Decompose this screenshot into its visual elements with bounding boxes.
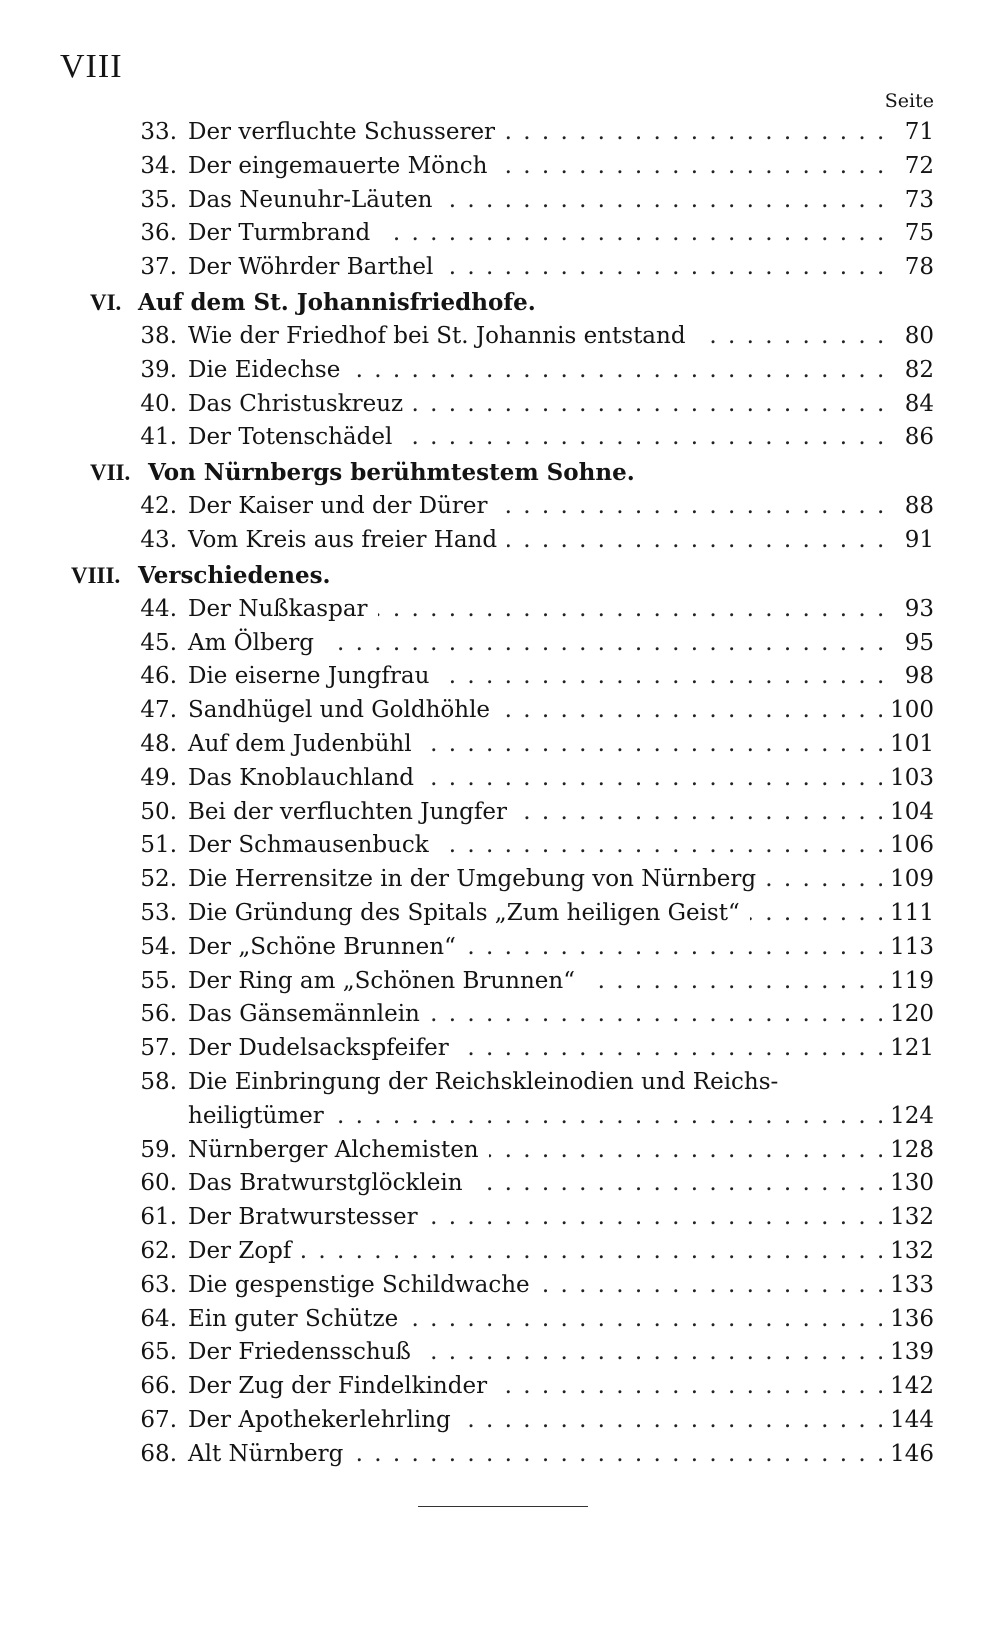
entry-title: Das Neunuhr-Läuten xyxy=(188,184,443,218)
entry-title: Ein guter Schütze xyxy=(188,1303,408,1337)
toc-entry xyxy=(0,388,1000,422)
entry-number: 62. xyxy=(140,1237,177,1264)
entry-page-number: 109 xyxy=(882,863,934,897)
section-title: Auf dem St. Johannisfriedhofe. xyxy=(138,288,536,316)
entry-title: Der Nußkaspar xyxy=(188,593,378,627)
entry-title: Vom Kreis aus freier Hand xyxy=(188,524,507,558)
toc-entry xyxy=(0,354,1000,388)
entry-number: 50. xyxy=(140,798,177,825)
entry-page-number: 119 xyxy=(882,965,934,999)
toc-entry xyxy=(0,1303,1000,1337)
entry-title: Der Dudelsackspfeifer xyxy=(188,1032,459,1066)
toc-entry xyxy=(0,251,1000,285)
entry-page-number: 139 xyxy=(882,1336,934,1370)
entry-number: 39. xyxy=(140,356,177,383)
entry-number: 38. xyxy=(140,322,177,349)
section-title: Von Nürnbergs berühmtestem Sohne. xyxy=(148,459,635,487)
toc-entry xyxy=(0,694,1000,728)
entry-page-number: 144 xyxy=(882,1404,934,1438)
entry-page-number: 72 xyxy=(897,150,934,184)
entry-number: 55. xyxy=(140,967,177,994)
toc-entry xyxy=(0,1269,1000,1303)
section-title: Verschiedenes. xyxy=(138,561,331,589)
toc-entry xyxy=(0,490,1000,524)
entry-title: Das Gänsemännlein xyxy=(188,998,430,1032)
entry-number: 58. xyxy=(140,1068,177,1095)
entry-page-number: 132 xyxy=(882,1235,934,1269)
entry-page-number: 91 xyxy=(897,524,934,558)
entry-title: Bei der verfluchten Jungfer xyxy=(188,796,517,830)
entry-page-number: 128 xyxy=(882,1134,934,1168)
entry-title: Am Ölberg xyxy=(188,627,324,661)
entry-title: Die Eidechse xyxy=(188,354,350,388)
entry-number: 63. xyxy=(140,1271,177,1298)
toc-entry xyxy=(0,217,1000,251)
toc-entry xyxy=(0,1438,1000,1472)
section-numeral: VII. xyxy=(90,460,131,486)
toc-entry xyxy=(0,931,1000,965)
entry-title: Der verfluchte Schusserer xyxy=(188,116,505,150)
entry-title: Sandhügel und Goldhöhle xyxy=(188,694,500,728)
page-column-header: Seite xyxy=(884,90,934,112)
entry-number: 52. xyxy=(140,866,177,893)
entry-number: 35. xyxy=(140,186,177,213)
section-numeral: VIII. xyxy=(71,562,121,588)
entry-page-number: 142 xyxy=(882,1370,934,1404)
entry-title: Die Herrensitze in der Umgebung von Nürnberg xyxy=(188,863,766,897)
entry-number: 34. xyxy=(140,152,177,179)
entry-page-number: 88 xyxy=(897,490,934,524)
entry-number: 68. xyxy=(140,1440,177,1467)
toc-entry xyxy=(0,796,1000,830)
entry-page-number: 111 xyxy=(882,897,934,931)
entry-page-number: 78 xyxy=(897,251,934,285)
entry-number: 60. xyxy=(140,1170,177,1197)
toc-entry xyxy=(0,1370,1000,1404)
entry-page-number: 98 xyxy=(897,660,934,694)
entry-page-number: 132 xyxy=(882,1201,934,1235)
entry-number: 56. xyxy=(140,1001,177,1028)
entry-number: 45. xyxy=(140,629,177,656)
table-of-contents xyxy=(0,116,1000,1471)
entry-number: 49. xyxy=(140,764,177,791)
entry-page-number: 95 xyxy=(897,627,934,661)
entry-title: Der Wöhrder Barthel xyxy=(188,251,443,285)
entry-page-number: 121 xyxy=(882,1032,934,1066)
entry-page-number: 84 xyxy=(897,388,934,422)
entry-title: Alt Nürnberg xyxy=(188,1438,353,1472)
entry-title: Das Bratwurstglöcklein xyxy=(188,1167,473,1201)
toc-entry xyxy=(0,829,1000,863)
entry-title: heiligtümer xyxy=(188,1100,334,1134)
entry-page-number: 100 xyxy=(882,694,934,728)
entry-number: 41. xyxy=(140,424,177,451)
entry-number: 57. xyxy=(140,1035,177,1062)
entry-title: Der eingemauerte Mönch xyxy=(188,150,497,184)
entry-number: 48. xyxy=(140,730,177,757)
entry-title: Der Totenschädel xyxy=(188,421,402,455)
toc-entry xyxy=(0,627,1000,661)
toc-entry xyxy=(0,524,1000,558)
entry-title: Das Knoblauchland xyxy=(188,762,424,796)
entry-number: 43. xyxy=(140,526,177,553)
entry-page-number: 120 xyxy=(882,998,934,1032)
entry-page-number: 80 xyxy=(897,320,934,354)
entry-title: Die eiserne Jungfrau xyxy=(188,660,439,694)
toc-entry xyxy=(0,897,1000,931)
entry-number: 54. xyxy=(140,933,177,960)
entry-number: 40. xyxy=(140,390,177,417)
section-heading xyxy=(0,285,1000,320)
entry-number: 37. xyxy=(140,254,177,281)
entry-title: Der Zug der Findelkinder xyxy=(188,1370,497,1404)
section-numeral: VI. xyxy=(90,289,122,315)
toc-entry xyxy=(0,863,1000,897)
entry-page-number: 103 xyxy=(882,762,934,796)
entry-title: Die Gründung des Spitals „Zum heiligen Geist“ xyxy=(188,897,750,931)
entry-number: 53. xyxy=(140,899,177,926)
end-rule-divider xyxy=(418,1506,588,1507)
entry-title: Der Schmausenbuck xyxy=(188,829,439,863)
toc-entry xyxy=(0,1167,1000,1201)
toc-entry xyxy=(0,998,1000,1032)
toc-entry xyxy=(0,660,1000,694)
entry-title: Das Christuskreuz xyxy=(188,388,413,422)
entry-number: 47. xyxy=(140,697,177,724)
toc-entry xyxy=(0,1134,1000,1168)
toc-entry xyxy=(0,116,1000,150)
entry-number: 36. xyxy=(140,220,177,247)
entry-number: 33. xyxy=(140,119,177,145)
entry-page-number: 136 xyxy=(882,1303,934,1337)
entry-title: Die gespenstige Schildwache xyxy=(188,1269,540,1303)
entry-title: Der Friedensschuß xyxy=(188,1336,421,1370)
entry-number: 64. xyxy=(140,1305,177,1332)
toc-entry xyxy=(0,1066,1000,1100)
entry-page-number: 124 xyxy=(882,1100,934,1134)
toc-entry xyxy=(0,762,1000,796)
entry-page-number: 113 xyxy=(882,931,934,965)
entry-number: 59. xyxy=(140,1136,177,1163)
entry-number: 65. xyxy=(140,1339,177,1366)
toc-entry xyxy=(0,320,1000,354)
entry-number: 42. xyxy=(140,493,177,520)
toc-entry xyxy=(0,421,1000,455)
toc-entry xyxy=(0,184,1000,218)
entry-title: Nürnberger Alchemisten xyxy=(188,1134,489,1168)
toc-entry xyxy=(0,1235,1000,1269)
entry-title: Der Bratwurstesser xyxy=(188,1201,428,1235)
toc-entry xyxy=(0,593,1000,627)
section-heading xyxy=(0,558,1000,593)
entry-number: 67. xyxy=(140,1406,177,1433)
toc-entry xyxy=(0,1100,1000,1134)
entry-page-number: 75 xyxy=(897,217,934,251)
entry-page-number: 73 xyxy=(897,184,934,218)
entry-page-number: 146 xyxy=(882,1438,934,1472)
entry-title: Der Turmbrand xyxy=(188,217,380,251)
entry-title: Der Apothekerlehrling xyxy=(188,1404,461,1438)
entry-page-number: 104 xyxy=(882,796,934,830)
entry-page-number: 82 xyxy=(897,354,934,388)
entry-page-number: 133 xyxy=(882,1269,934,1303)
toc-entry xyxy=(0,1336,1000,1370)
section-heading xyxy=(0,455,1000,490)
toc-entry xyxy=(0,150,1000,184)
entry-page-number: 106 xyxy=(882,829,934,863)
page-number: VIII xyxy=(60,48,123,85)
toc-entry xyxy=(0,1404,1000,1438)
entry-title: Der Ring am „Schönen Brunnen“ xyxy=(188,965,585,999)
entry-page-number: 93 xyxy=(897,593,934,627)
entry-number: 46. xyxy=(140,663,177,690)
entry-number: 66. xyxy=(140,1373,177,1400)
entry-page-number: 130 xyxy=(882,1167,934,1201)
entry-number: 44. xyxy=(140,595,177,622)
entry-title: Die Einbringung der Reichskleinodien und Reichs- xyxy=(188,1066,788,1100)
entry-title: Der Zopf xyxy=(188,1235,301,1269)
toc-entry xyxy=(0,728,1000,762)
toc-entry xyxy=(0,1201,1000,1235)
entry-title: Wie der Friedhof bei St. Johannis entstand xyxy=(188,320,696,354)
entry-page-number: 86 xyxy=(897,421,934,455)
entry-page-number: 71 xyxy=(897,116,934,150)
entry-title: Auf dem Judenbühl xyxy=(188,728,422,762)
entry-number: 51. xyxy=(140,832,177,859)
entry-title: Der Kaiser und der Dürer xyxy=(188,490,497,524)
toc-entry xyxy=(0,1032,1000,1066)
entry-page-number: 101 xyxy=(882,728,934,762)
entry-number: 61. xyxy=(140,1204,177,1231)
entry-title: Der „Schöne Brunnen“ xyxy=(188,931,466,965)
toc-entry xyxy=(0,965,1000,999)
